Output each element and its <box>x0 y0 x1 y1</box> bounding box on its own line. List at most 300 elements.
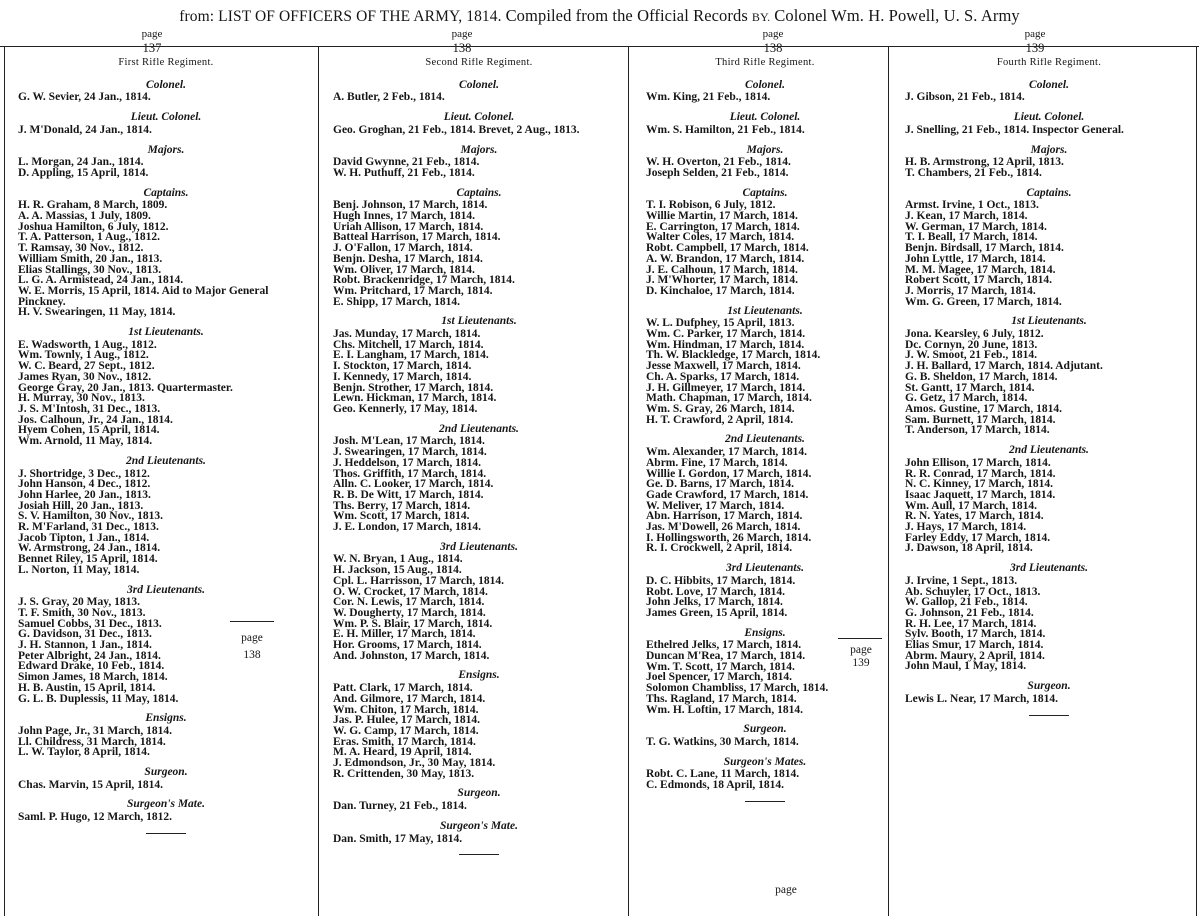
rank-heading: 3rd Lieutenants. <box>127 583 205 596</box>
officer-entry: Thos. Griffith, 17 March, 1814. <box>333 467 487 480</box>
rank-section-1st-lieutenants <box>18 327 314 447</box>
officer-entry: W. E. Morris, 15 April, 1814. Aid to Major General Pinckney. <box>18 284 269 308</box>
officer-entry: Gade Crawford, 17 March, 1814. <box>646 488 809 501</box>
rank-heading: 2nd Lieutenants. <box>1009 444 1089 457</box>
officer-entry: S. V. Hamilton, 30 Nov., 1813. <box>18 510 163 523</box>
officer-entry: Isaac Jaquett, 17 March, 1814. <box>905 488 1056 501</box>
rank-section-2nd-lieutenants <box>646 434 884 554</box>
officer-entry: Wm. Hindman, 17 March, 1814. <box>646 338 805 351</box>
officer-entry: M. A. Heard, 19 April, 1814. <box>333 746 472 759</box>
rank-heading: Captains. <box>742 186 788 199</box>
rank-heading: 2nd Lieutenants. <box>439 422 519 435</box>
officer-entry: R. H. Lee, 17 March, 1814. <box>905 617 1037 630</box>
officer-entry: I. Stockton, 17 March, 1814. <box>333 360 472 373</box>
officer-entry: Elias Smur, 17 March, 1814. <box>905 639 1044 652</box>
page-number: 138 <box>763 41 783 55</box>
rank-heading: Surgeon. <box>1027 680 1071 693</box>
column-divider-1 <box>318 46 319 916</box>
officer-entry: Sam. Burnett, 17 March, 1814. <box>905 413 1056 426</box>
officer-entry: Armst. Irvine, 1 Oct., 1813. <box>905 199 1039 212</box>
rank-heading: 3rd Lieutenants. <box>726 562 804 575</box>
officer-entry: W. Meliver, 17 March, 1814. <box>646 499 785 512</box>
rank-section-captains <box>646 188 884 297</box>
rank-heading: Surgeon's Mates. <box>723 755 807 768</box>
rank-heading: Surgeon's Mate. <box>440 819 518 832</box>
officer-entry: T. A. Patterson, 1 Aug., 1812. <box>18 231 160 244</box>
rank-section-surgeon-s-mates <box>646 757 884 791</box>
officer-entry: W. H. Overton, 21 Feb., 1814. <box>646 156 791 169</box>
officer-entry: John Harlee, 20 Jan., 1813. <box>18 488 151 501</box>
rank-section-surgeon <box>18 767 314 790</box>
officer-entry: Hyem Cohen, 15 April, 1814. <box>18 424 160 437</box>
rank-section-3rd-lieutenants <box>333 542 625 662</box>
officer-entry: J. E. London, 17 March, 1814. <box>333 521 482 534</box>
officer-entry: T. G. Watkins, 30 March, 1814. <box>646 735 799 748</box>
officer-entry: D. C. Hibbits, 17 March, 1814. <box>646 574 796 587</box>
officer-entry: Wm. Arnold, 11 May, 1814. <box>18 435 153 448</box>
officer-entry: Jacob Tipton, 1 Jan., 1814. <box>18 531 150 544</box>
officer-entry: Lewis L. Near, 17 March, 1814. <box>905 692 1059 705</box>
rank-heading: Ensigns. <box>145 712 187 725</box>
officer-entry: St. Gantt, 17 March, 1814. <box>905 381 1035 394</box>
officer-entry: Wm. H. Loftin, 17 March, 1814. <box>646 703 803 716</box>
rank-section-lieut-colonel <box>18 112 314 135</box>
rank-heading: Colonel. <box>1029 78 1069 91</box>
officer-entry: Eras. Smith, 17 March, 1814. <box>333 735 476 748</box>
officer-entry: G. Getz, 17 March, 1814. <box>905 392 1028 405</box>
officer-entry: R. R. Conrad, 17 March, 1814. <box>905 467 1056 480</box>
rank-heading: 3rd Lieutenants. <box>440 540 518 553</box>
officer-entry: J. H. Stannon, 1 Jan., 1814. <box>18 639 152 652</box>
rank-section-surgeon-s-mate <box>18 799 314 822</box>
rank-section-lieut-colonel <box>333 112 625 135</box>
officer-entry: T. I. Beall, 17 March, 1814. <box>905 231 1038 244</box>
officer-entry: A. W. Brandon, 17 March, 1814. <box>646 252 805 265</box>
officer-entry: R. Crittenden, 30 May, 1813. <box>333 767 475 780</box>
officer-entry: Peter Albright, 24 Jan., 1814. <box>18 649 161 662</box>
officer-entry: Joel Spencer, 17 March, 1814. <box>646 671 792 684</box>
officer-entry: G. Davidson, 31 Dec., 1813. <box>18 628 152 641</box>
officer-entry: Patt. Clark, 17 March, 1814. <box>333 682 473 695</box>
officer-entry: George Gray, 20 Jan., 1813. Quartermaster. <box>18 381 233 394</box>
officer-entry: J. S. M'Intosh, 31 Dec., 1813. <box>18 402 161 415</box>
officer-entry: J. S. Gray, 20 May, 1813. <box>18 596 141 609</box>
officer-entry: W. Armstrong, 24 Jan., 1814. <box>18 542 161 555</box>
officer-entry: Duncan M'Rea, 17 March, 1814. <box>646 650 806 663</box>
officer-entry: Willie I. Gordon, 17 March, 1814. <box>646 467 812 480</box>
regiment-title: First Rifle Regiment. <box>118 58 214 68</box>
officer-entry: Alln. C. Looker, 17 March, 1814. <box>333 478 494 491</box>
officer-entry: Geo. Groghan, 21 Feb., 1814. Brevet, 2 Aug., 1813. <box>333 123 580 136</box>
rank-heading: 2nd Lieutenants. <box>126 454 206 467</box>
rank-heading: Captains. <box>456 186 502 199</box>
end-rule <box>745 801 785 802</box>
rank-section-3rd-lieutenants <box>905 563 1193 672</box>
officer-entry: Wm. T. Scott, 17 March, 1814. <box>646 660 795 673</box>
officer-entry: E. Shipp, 17 March, 1814. <box>333 295 460 308</box>
officer-entry: And. Johnston, 17 March, 1814. <box>333 649 490 662</box>
officer-entry: H. B. Armstrong, 12 April, 1813. <box>905 156 1064 169</box>
rank-heading: Colonel. <box>745 78 785 91</box>
regiment-column-2 <box>333 58 625 916</box>
officer-entry: R. B. De Witt, 17 March, 1814. <box>333 488 484 501</box>
officer-entry: T. Anderson, 17 March, 1814. <box>905 424 1050 437</box>
officer-entry: Robt. Brackenridge, 17 March, 1814. <box>333 274 515 287</box>
officer-entry: Elias Stallings, 30 Nov., 1813. <box>18 263 162 276</box>
officer-entry: W. G. Camp, 17 March, 1814. <box>333 724 479 737</box>
officer-entry: J. Kean, 17 March, 1814. <box>905 210 1028 223</box>
officer-entry: Ths. Berry, 17 March, 1814. <box>333 499 471 512</box>
officer-entry: Chas. Marvin, 15 April, 1814. <box>18 778 164 791</box>
officer-entry: G. W. Sevier, 24 Jan., 1814. <box>18 91 151 104</box>
officer-entry: Wm. P. S. Blair, 17 March, 1814. <box>333 617 493 630</box>
officer-entry: W. C. Beard, 27 Sept., 1812. <box>18 360 155 373</box>
rank-heading: 3rd Lieutenants. <box>1010 562 1088 575</box>
rank-heading: Lieut. Colonel. <box>1013 111 1085 124</box>
rank-section-majors <box>905 145 1193 179</box>
rank-heading: Surgeon. <box>457 787 501 800</box>
officer-entry: Samuel Cobbs, 31 Dec., 1813. <box>18 617 162 630</box>
rank-heading: 1st Lieutenants. <box>1011 315 1087 328</box>
officer-entry: Wm. S. Hamilton, 21 Feb., 1814. <box>646 123 805 136</box>
officer-entry: Benjn. Birdsall, 17 March, 1814. <box>905 242 1064 255</box>
rank-section-colonel <box>646 80 884 103</box>
officer-entry: William Smith, 20 Jan., 1813. <box>18 252 163 265</box>
officer-entry: T. F. Smith, 30 Nov., 1813. <box>18 606 146 619</box>
officer-entry: H. T. Crawford, 2 April, 1814. <box>646 413 794 426</box>
officer-entry: J. Hays, 17 March, 1814. <box>905 521 1027 534</box>
rank-section-1st-lieutenants <box>333 316 625 414</box>
end-rule <box>459 854 499 855</box>
rank-heading: Ensigns. <box>744 626 786 639</box>
officer-entry: W. L. Dufphey, 15 April, 1813. <box>646 317 795 330</box>
rank-heading: Lieut. Colonel. <box>443 111 515 124</box>
officer-entry: Cpl. L. Harrisson, 17 March, 1814. <box>333 574 505 587</box>
officer-entry: Jesse Maxwell, 17 March, 1814. <box>646 360 801 373</box>
officer-entry: Farley Eddy, 17 March, 1814. <box>905 531 1051 544</box>
rank-heading: 1st Lieutenants. <box>128 326 204 339</box>
rank-section-colonel <box>905 80 1193 103</box>
page-border-right <box>1196 46 1197 916</box>
page-number: 139 <box>852 657 870 669</box>
rank-heading: Surgeon's Mate. <box>127 798 205 811</box>
header-rule <box>0 46 1199 47</box>
rank-heading: Lieut. Colonel. <box>729 111 801 124</box>
officer-entry: Wm. Pritchard, 17 March, 1814. <box>333 284 493 297</box>
officer-entry: R. N. Yates, 17 March, 1814. <box>905 510 1044 523</box>
officer-entry: And. Gilmore, 17 March, 1814. <box>333 692 486 705</box>
officer-entry: Th. W. Blackledge, 17 March, 1814. <box>646 349 821 362</box>
page-number: 137 <box>142 41 162 55</box>
page-break-marker-1 <box>228 632 276 662</box>
officer-entry: W. Gallop, 21 Feb., 1814. <box>905 596 1028 609</box>
officer-entry: John Maul, 1 May, 1814. <box>905 660 1027 673</box>
officer-entry: E. Wadsworth, 1 Aug., 1812. <box>18 338 157 351</box>
officer-entry: Chs. Mitchell, 17 March, 1814. <box>333 338 484 351</box>
rank-heading: Ensigns. <box>458 669 500 682</box>
officer-entry: Uriah Allison, 17 March, 1814. <box>333 220 484 233</box>
officer-entry: Joseph Selden, 21 Feb., 1814. <box>646 166 789 179</box>
rank-heading: Surgeon. <box>743 723 787 736</box>
officer-entry: Ethelred Jelks, 17 March, 1814. <box>646 639 802 652</box>
officer-entry: L. W. Taylor, 8 April, 1814. <box>18 746 150 759</box>
rank-heading: Majors. <box>1030 143 1068 156</box>
regiment-title: Fourth Rifle Regiment. <box>996 58 1102 68</box>
officer-entry: Jas. Munday, 17 March, 1814. <box>333 328 481 341</box>
rank-section-captains <box>18 188 314 318</box>
page-border-left <box>4 46 5 916</box>
officer-entry: Wm. Townly, 1 Aug., 1812. <box>18 349 149 362</box>
officer-entry: Solomon Chambliss, 17 March, 1814. <box>646 682 829 695</box>
officer-entry: Edward Drake, 10 Feb., 1814. <box>18 660 165 673</box>
officer-entry: J. Snelling, 21 Feb., 1814. Inspector General. <box>905 123 1124 136</box>
officer-entry: R. I. Crockwell, 2 April, 1814. <box>646 542 793 555</box>
officer-entry: L. Norton, 11 May, 1814. <box>18 563 140 576</box>
end-rule <box>146 833 186 834</box>
officer-entry: H. Jackson, 15 Aug., 1814. <box>333 564 462 577</box>
officer-entry: I. Hollingsworth, 26 March, 1814. <box>646 531 812 544</box>
page-number: 138 <box>243 649 261 661</box>
officer-entry: H. R. Graham, 8 March, 1809. <box>18 199 168 212</box>
officer-entry: Math. Chapman, 17 March, 1814. <box>646 392 812 405</box>
officer-entry: Ll. Childress, 31 March, 1814. <box>18 735 166 748</box>
officer-entry: D. Kinchaloe, 17 March, 1814. <box>646 284 795 297</box>
officer-entry: Wm. S. Gray, 26 March, 1814. <box>646 402 795 415</box>
rank-heading: Captains. <box>143 186 189 199</box>
officer-entry: Walter Coles, 17 March, 1814. <box>646 231 795 244</box>
officer-entry: N. C. Kinney, 17 March, 1814. <box>905 478 1054 491</box>
rank-section-majors <box>646 145 884 179</box>
officer-entry: J. Dawson, 18 April, 1814. <box>905 542 1033 555</box>
officer-entry: James Ryan, 30 Nov., 1812. <box>18 370 152 383</box>
rank-heading: Majors. <box>460 143 498 156</box>
officer-entry: Robt. Campbell, 17 March, 1814. <box>646 242 809 255</box>
officer-entry: O. W. Crocket, 17 March, 1814. <box>333 585 488 598</box>
page-word: page <box>1024 28 1046 40</box>
officer-entry: James Green, 15 April, 1814. <box>646 606 788 619</box>
rank-section-captains <box>333 188 625 308</box>
officer-entry: J. O'Fallon, 17 March, 1814. <box>333 242 473 255</box>
officer-entry: Josh. M'Lean, 17 March, 1814. <box>333 435 485 448</box>
page-break-rule <box>230 621 274 622</box>
rank-section-2nd-lieutenants <box>18 456 314 576</box>
officer-entry: Hugh Innes, 17 March, 1814. <box>333 210 475 223</box>
page-marker-2 <box>440 29 484 55</box>
page-break-rule <box>838 638 882 639</box>
officer-entry: Benjn. Strother, 17 March, 1814. <box>333 381 494 394</box>
rank-section-colonel <box>18 80 314 103</box>
rank-section-surgeon <box>333 788 625 811</box>
regiment-column-4 <box>905 58 1193 916</box>
officer-entry: G. B. Sheldon, 17 March, 1814. <box>905 370 1058 383</box>
officer-entry: Simon James, 18 March, 1814. <box>18 671 168 684</box>
officer-entry: I. Kennedy, 17 March, 1814. <box>333 370 472 383</box>
officer-entry: Abrm. Maury, 2 April, 1814. <box>905 649 1045 662</box>
officer-entry: John Page, Jr., 31 March, 1814. <box>18 724 172 737</box>
rank-heading: Lieut. Colonel. <box>130 111 202 124</box>
officer-entry: Batteal Harrison, 17 March, 1814. <box>333 231 501 244</box>
rank-heading: Colonel. <box>459 78 499 91</box>
officer-entry: J. W. Smoot, 21 Feb., 1814. <box>905 349 1037 362</box>
officer-entry: W. German, 17 March, 1814. <box>905 220 1047 233</box>
page-word: page <box>141 28 163 40</box>
rank-section-2nd-lieutenants <box>905 445 1193 554</box>
officer-entry: T. Chambers, 21 Feb., 1814. <box>905 166 1042 179</box>
officer-entry: J. Edmondson, Jr., 30 May, 1814. <box>333 757 496 770</box>
page-break-marker-2 <box>838 644 884 670</box>
officer-entry: Wm. C. Parker, 17 March, 1814. <box>646 328 806 341</box>
officer-entry: Lewn. Hickman, 17 March, 1814. <box>333 392 497 405</box>
officer-entry: Robert Scott, 17 March, 1814. <box>905 274 1053 287</box>
officer-entry: E. H. Miller, 17 March, 1814. <box>333 628 476 641</box>
officer-entry: H. Murray, 30 Nov., 1813. <box>18 392 145 405</box>
page-word: page <box>451 28 473 40</box>
rank-section-1st-lieutenants <box>646 306 884 426</box>
rank-section-ensigns <box>18 713 314 758</box>
officer-entry: Dc. Cornyn, 20 June, 1813. <box>905 338 1038 351</box>
officer-entry: John Jelks, 17 March, 1814. <box>646 596 783 609</box>
officer-entry: Jas. M'Dowell, 26 March, 1814. <box>646 521 801 534</box>
column-divider-3 <box>888 46 889 916</box>
header-prefix: from: LIST OF OFFICERS OF THE ARMY, 1814. <box>179 8 502 25</box>
end-rule <box>1029 715 1069 716</box>
officer-entry: J. Shortridge, 3 Dec., 1812. <box>18 467 150 480</box>
officer-entry: Wm. Chiton, 17 March, 1814. <box>333 703 479 716</box>
officer-entry: Jona. Kearsley, 6 July, 1812. <box>905 328 1044 341</box>
officer-entry: Amos. Gustine, 17 March, 1814. <box>905 402 1062 415</box>
rank-section-ensigns <box>646 628 884 716</box>
page-word: page <box>762 28 784 40</box>
rank-heading: 1st Lieutenants. <box>441 315 517 328</box>
officer-entry: J. Gibson, 21 Feb., 1814. <box>905 91 1025 104</box>
officer-entry: David Gwynne, 21 Feb., 1814. <box>333 156 480 169</box>
rank-section-1st-lieutenants <box>905 316 1193 436</box>
officer-entry: J. Irvine, 1 Sept., 1813. <box>905 574 1018 587</box>
header-author: Colonel Wm. H. Powell, U. S. Army <box>774 6 1020 25</box>
rank-heading: 1st Lieutenants. <box>727 304 803 317</box>
officer-entry: J. Heddelson, 17 March, 1814. <box>333 456 482 469</box>
officer-entry: J. E. Calhoun, 17 March, 1814. <box>646 263 798 276</box>
rank-heading: Majors. <box>746 143 784 156</box>
officer-entry: Geo. Kennerly, 17 May, 1814. <box>333 402 478 415</box>
page-number: 138 <box>452 41 472 55</box>
officer-entry: H. B. Austin, 15 April, 1814. <box>18 681 156 694</box>
officer-entry: J. M'Donald, 24 Jan., 1814. <box>18 123 152 136</box>
page-marker-1 <box>130 29 174 55</box>
rank-heading: 2nd Lieutenants. <box>725 433 805 446</box>
officer-entry: G. L. B. Duplessis, 11 May, 1814. <box>18 692 179 705</box>
officer-entry: Ge. D. Barns, 17 March, 1814. <box>646 478 795 491</box>
header-compiled: Compiled from the Official Records <box>505 6 748 25</box>
officer-entry: J. Morris, 17 March, 1814. <box>905 284 1036 297</box>
officer-entry: John Ellison, 17 March, 1814. <box>905 456 1051 469</box>
officer-entry: Wm. Oliver, 17 March, 1814. <box>333 263 475 276</box>
rank-section-3rd-lieutenants <box>646 563 884 619</box>
rank-heading: Captains. <box>1026 186 1072 199</box>
rank-section-surgeon <box>905 681 1193 704</box>
officer-entry: J. H. Gillmeyer, 17 March, 1814. <box>646 381 806 394</box>
officer-entry: Benj. Johnson, 17 March, 1814. <box>333 199 488 212</box>
officer-entry: A. Butler, 2 Feb., 1814. <box>333 91 445 104</box>
rank-heading: Colonel. <box>146 78 186 91</box>
page-word: page <box>241 632 263 644</box>
rank-section-captains <box>905 188 1193 308</box>
rank-section-majors <box>18 145 314 179</box>
page-marker-3 <box>751 29 795 55</box>
officer-entry: Ths. Ragland, 17 March, 1814. <box>646 692 797 705</box>
header-by: BY. <box>751 10 771 24</box>
rank-section-lieut-colonel <box>646 112 884 135</box>
officer-entry: Robt. Love, 17 March, 1814. <box>646 585 786 598</box>
officer-entry: Benjn. Desha, 17 March, 1814. <box>333 252 483 265</box>
officer-entry: R. M'Farland, 31 Dec., 1813. <box>18 521 159 534</box>
officer-entry: E. I. Langham, 17 March, 1814. <box>333 349 489 362</box>
officer-entry: Dan. Smith, 17 May, 1814. <box>333 832 463 845</box>
officer-entry: Wm. G. Green, 17 March, 1814. <box>905 295 1062 308</box>
officer-entry: Saml. P. Hugo, 12 March, 1812. <box>18 811 172 824</box>
officer-entry: Dan. Turney, 21 Feb., 1814. <box>333 800 467 813</box>
rank-section-surgeon-s-mate <box>333 821 625 844</box>
officer-entry: L. Morgan, 24 Jan., 1814. <box>18 156 144 169</box>
regiment-column-3 <box>646 58 884 916</box>
officer-entry: D. Appling, 15 April, 1814. <box>18 166 149 179</box>
officer-entry: J. M'Whorter, 17 March, 1814. <box>646 274 799 287</box>
officer-entry: L. G. A. Armistead, 24 Jan., 1814. <box>18 274 184 287</box>
regiment-title: Second Rifle Regiment. <box>425 58 533 68</box>
officer-entry: T. Ramsay, 30 Nov., 1812. <box>18 242 144 255</box>
officer-entry: W. Dougherty, 17 March, 1814. <box>333 606 486 619</box>
officer-entry: H. V. Swearingen, 11 May, 1814. <box>18 306 176 319</box>
officer-entry: Abn. Harrison, 17 March, 1814. <box>646 510 803 523</box>
officer-entry: Jos. Calhoun, Jr., 24 Jan., 1814. <box>18 413 173 426</box>
officer-entry: M. M. Magee, 17 March, 1814. <box>905 263 1056 276</box>
officer-entry: Josiah Hill, 20 Jan., 1813. <box>18 499 144 512</box>
regiment-column-1 <box>18 58 314 916</box>
officer-entry: Wm. Scott, 17 March, 1814. <box>333 510 470 523</box>
officer-entry: John Lyttle, 17 March, 1814. <box>905 252 1046 265</box>
officer-entry: Abrm. Fine, 17 March, 1814. <box>646 456 788 469</box>
officer-entry: John Hanson, 4 Dec., 1812. <box>18 478 151 491</box>
rank-heading: Majors. <box>147 143 185 156</box>
officer-entry: Ch. A. Sparks, 17 March, 1814. <box>646 370 800 383</box>
rank-heading: Surgeon. <box>144 766 188 779</box>
officer-entry: J. Swearingen, 17 March, 1814. <box>333 446 487 459</box>
officer-entry: G. Johnson, 21 Feb., 1814. <box>905 606 1034 619</box>
officer-entry: Joshua Hamilton, 6 July, 1812. <box>18 220 169 233</box>
document-header <box>0 6 1199 26</box>
officer-entry: Cor. N. Lewis, 17 March, 1814. <box>333 596 485 609</box>
rank-section-surgeon <box>646 724 884 747</box>
officer-entry: T. I. Robison, 6 July, 1812. <box>646 199 776 212</box>
officer-entry: W. N. Bryan, 1 Aug., 1814. <box>333 553 463 566</box>
officer-entry: J. H. Ballard, 17 March, 1814. Adjutant. <box>905 360 1103 373</box>
officer-entry: Ab. Schuyler, 17 Oct., 1813. <box>905 585 1041 598</box>
officer-entry: Wm. Aull, 17 March, 1814. <box>905 499 1038 512</box>
officer-entry: W. H. Puthuff, 21 Feb., 1814. <box>333 166 475 179</box>
rank-section-2nd-lieutenants <box>333 424 625 533</box>
officer-entry: Jas. P. Hulee, 17 March, 1814. <box>333 714 480 727</box>
page-marker-4 <box>1013 29 1057 55</box>
page-word: page <box>850 644 872 656</box>
bottom-page-marker: page <box>775 884 797 896</box>
rank-section-lieut-colonel <box>905 112 1193 135</box>
rank-section-majors <box>333 145 625 179</box>
officer-entry: A. A. Massias, 1 July, 1809. <box>18 210 151 223</box>
regiment-title: Third Rifle Regiment. <box>715 58 815 68</box>
page-number: 139 <box>1025 41 1045 55</box>
officer-entry: Willie Martin, 17 March, 1814. <box>646 210 798 223</box>
officer-entry: Hor. Grooms, 17 March, 1814. <box>333 639 482 652</box>
